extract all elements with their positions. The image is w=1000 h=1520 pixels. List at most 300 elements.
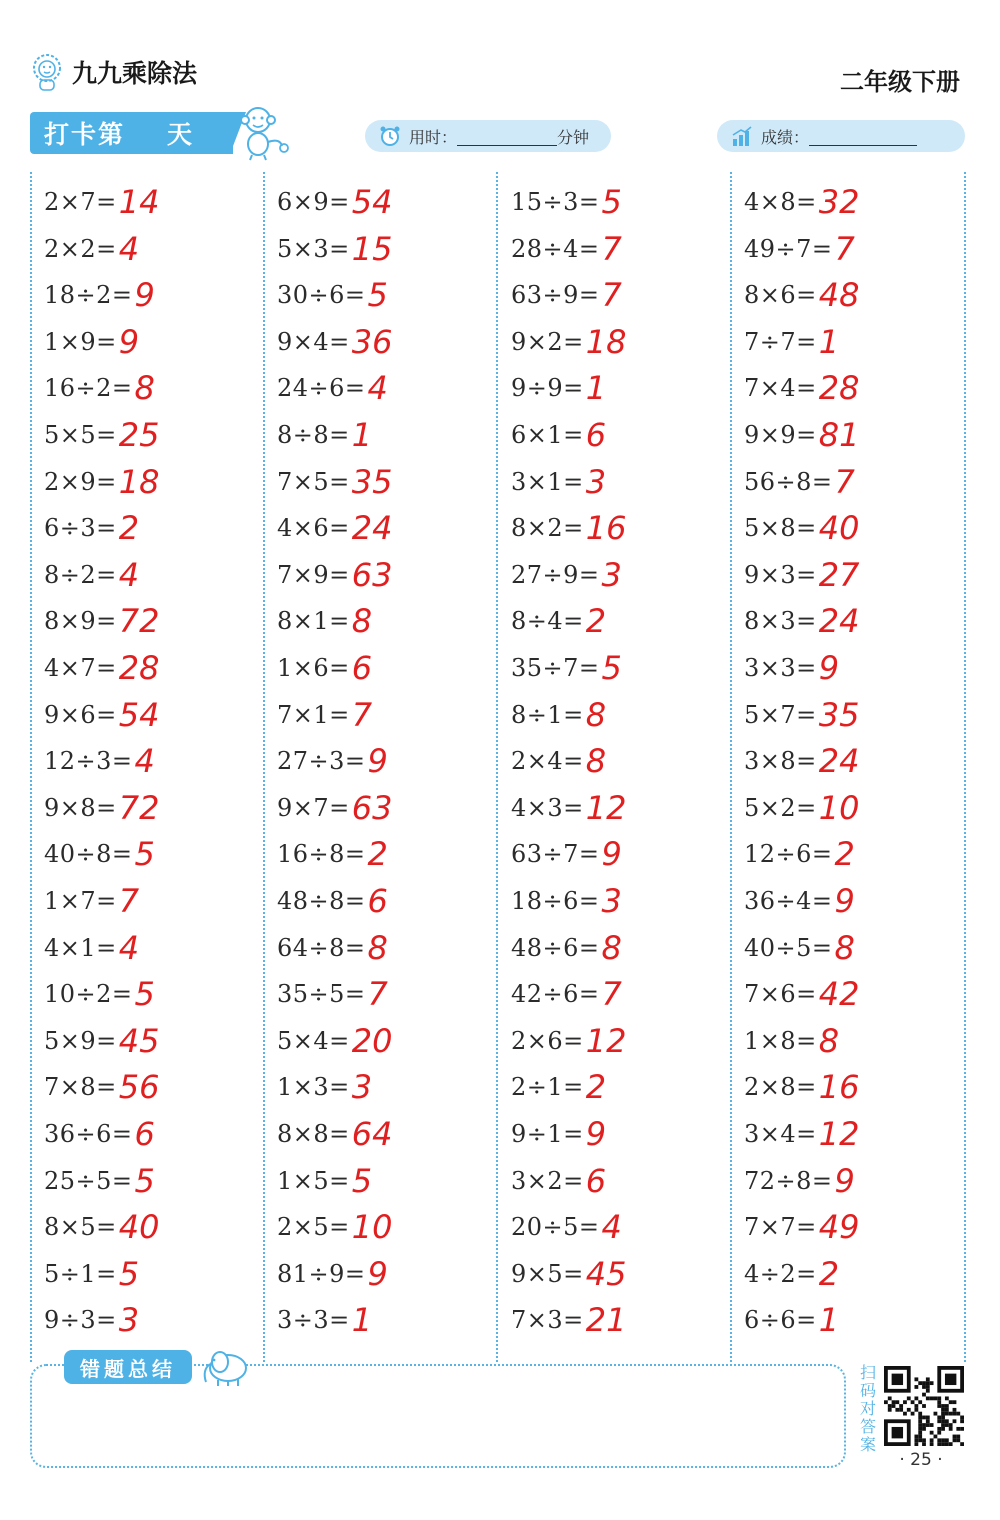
problem-question: 4×6= <box>277 514 350 543</box>
handwritten-answer[interactable]: 3 <box>601 882 622 920</box>
handwritten-answer[interactable]: 6 <box>134 1115 155 1153</box>
problem-row <box>744 869 855 920</box>
handwritten-answer[interactable]: 5 <box>134 975 155 1014</box>
problem-question: 8÷8= <box>277 421 350 449</box>
problem-row <box>744 1149 855 1200</box>
handwritten-answer[interactable]: 7 <box>601 276 622 315</box>
handwritten-answer[interactable]: 7 <box>601 229 622 268</box>
problem-question: 9÷9= <box>511 374 584 403</box>
handwritten-answer[interactable]: 5 <box>118 1254 140 1293</box>
problem-question: 7÷7= <box>744 327 817 356</box>
handwritten-answer[interactable]: 8 <box>585 695 607 734</box>
handwritten-answer[interactable]: 72 <box>118 602 160 641</box>
problem-row <box>277 1195 393 1247</box>
elephant-icon <box>198 1344 252 1388</box>
problem-row <box>44 310 140 361</box>
problem-row <box>277 729 388 781</box>
handwritten-answer[interactable]: 3 <box>601 555 622 594</box>
problem-row <box>744 543 860 594</box>
handwritten-answer[interactable]: 2 <box>585 602 607 641</box>
handwritten-answer[interactable]: 8 <box>818 1021 840 1060</box>
problem-question: 5×5= <box>44 421 117 449</box>
handwritten-answer[interactable]: 25 <box>118 416 160 454</box>
problem-row <box>44 1102 155 1153</box>
problem-row <box>277 962 388 1014</box>
handwritten-answer[interactable]: 20 <box>351 1021 393 1060</box>
problem-row <box>511 403 607 454</box>
handwritten-answer[interactable]: 6 <box>351 649 373 687</box>
problem-row <box>744 1242 840 1293</box>
problem-row <box>511 636 622 687</box>
problem-question: 9×7= <box>277 793 350 822</box>
qr-code-icon[interactable] <box>882 1366 966 1446</box>
problem-row <box>277 822 388 874</box>
problem-row <box>44 1149 155 1200</box>
problem-row <box>511 916 622 967</box>
problem-row <box>511 1149 607 1200</box>
handwritten-answer[interactable]: 2 <box>818 1254 840 1293</box>
problem-question: 1×9= <box>44 327 117 356</box>
problem-row <box>744 776 860 827</box>
column-border <box>30 172 32 1362</box>
problem-question: 9×3= <box>744 560 817 589</box>
problem-question: 5×8= <box>744 514 817 543</box>
handwritten-answer[interactable]: 8 <box>834 928 855 967</box>
problem-question: 1×6= <box>277 654 350 682</box>
problem-row <box>744 496 860 548</box>
problem-question: 6÷3= <box>44 514 117 543</box>
handwritten-answer[interactable]: 9 <box>585 1115 607 1153</box>
problem-question: 18÷2= <box>44 281 133 310</box>
handwritten-answer[interactable]: 3 <box>118 1301 140 1340</box>
time-blank[interactable] <box>457 127 557 146</box>
problem-row <box>744 636 840 687</box>
problem-row <box>277 1242 388 1293</box>
problem-question: 48÷8= <box>277 887 366 915</box>
problem-row <box>44 403 160 454</box>
handwritten-answer[interactable]: 54 <box>351 183 393 221</box>
problem-row <box>511 589 607 641</box>
problem-question: 3×3= <box>744 654 817 682</box>
handwritten-answer[interactable]: 7 <box>367 975 388 1014</box>
monkey-icon <box>234 102 290 162</box>
problem-question: 5×2= <box>744 793 817 822</box>
problem-question: 2×6= <box>511 1026 584 1055</box>
problem-question: 6÷6= <box>744 1306 817 1335</box>
problem-row <box>511 496 627 548</box>
handwritten-answer[interactable]: 49 <box>818 1208 860 1247</box>
handwritten-answer[interactable]: 42 <box>818 975 860 1014</box>
problem-question: 8×3= <box>744 607 817 636</box>
handwritten-answer[interactable]: 40 <box>118 1208 160 1247</box>
problem-question: 28÷4= <box>511 234 600 263</box>
problem-question: 8÷4= <box>511 607 584 636</box>
handwritten-answer[interactable]: 7 <box>834 229 855 268</box>
problem-question: 1×5= <box>277 1166 350 1195</box>
problem-row <box>44 1009 160 1060</box>
problem-question: 1×8= <box>744 1026 817 1055</box>
handwritten-answer[interactable]: 10 <box>818 788 860 827</box>
problem-question: 49÷7= <box>744 234 833 263</box>
problem-question: 27÷9= <box>511 560 600 589</box>
handwritten-answer[interactable]: 9 <box>834 1161 855 1200</box>
handwritten-answer[interactable]: 4 <box>118 555 140 594</box>
problem-question: 12÷3= <box>44 747 133 776</box>
handwritten-answer[interactable]: 81 <box>818 416 860 454</box>
handwritten-answer[interactable]: 1 <box>585 369 607 408</box>
problem-question: 2÷1= <box>511 1073 584 1102</box>
problem-question: 8×6= <box>744 281 817 310</box>
grade-label: 二年级下册 <box>840 68 960 96</box>
handwritten-answer[interactable]: 7 <box>351 695 373 734</box>
problem-question: 24÷6= <box>277 374 366 403</box>
problem-row <box>44 589 160 641</box>
problem-row <box>744 170 860 221</box>
problem-question: 4×1= <box>44 933 117 962</box>
handwritten-answer[interactable]: 45 <box>585 1254 627 1293</box>
problem-question: 30÷6= <box>277 281 366 310</box>
handwritten-answer[interactable]: 64 <box>351 1115 393 1153</box>
handwritten-answer[interactable]: 14 <box>118 183 160 221</box>
handwritten-answer[interactable]: 5 <box>367 276 388 315</box>
problem-row <box>744 1102 860 1153</box>
handwritten-answer[interactable]: 9 <box>818 649 840 687</box>
day-label-right: 天 <box>167 120 195 149</box>
problem-question: 18÷6= <box>511 887 600 915</box>
score-label: 成绩： <box>761 127 810 147</box>
handwritten-answer[interactable]: 21 <box>585 1301 627 1340</box>
time-field[interactable] <box>365 120 611 152</box>
handwritten-answer[interactable]: 8 <box>351 602 373 641</box>
problem-question: 5×4= <box>277 1026 350 1055</box>
problem-row <box>44 496 140 548</box>
problem-question: 4×7= <box>44 654 117 682</box>
column-divider <box>263 172 265 1362</box>
handwritten-answer[interactable]: 24 <box>818 742 860 781</box>
column-border <box>964 172 966 1362</box>
handwritten-answer[interactable]: 9 <box>118 322 140 361</box>
handwritten-answer[interactable]: 15 <box>351 229 393 268</box>
problem-row <box>277 636 373 687</box>
problem-question: 27÷3= <box>277 747 366 776</box>
page-number: · 25 · <box>899 1450 943 1470</box>
lion-icon <box>30 52 64 92</box>
problem-question: 16÷2= <box>44 374 133 403</box>
problem-question: 9×2= <box>511 327 584 356</box>
problem-question: 48÷6= <box>511 933 600 962</box>
problem-row <box>511 1009 627 1060</box>
time-label: 用时： <box>409 127 458 147</box>
problem-row <box>277 916 388 967</box>
problem-question: 16÷8= <box>277 840 366 869</box>
problem-question: 1×7= <box>44 887 117 915</box>
handwritten-answer[interactable]: 9 <box>601 835 622 874</box>
problem-row <box>277 1102 393 1153</box>
problem-row <box>511 1288 627 1340</box>
handwritten-answer[interactable]: 4 <box>134 742 155 781</box>
problem-row <box>277 869 388 920</box>
handwritten-answer[interactable]: 4 <box>601 1208 622 1247</box>
problem-question: 8×5= <box>44 1213 117 1242</box>
handwritten-answer[interactable]: 36 <box>351 322 393 361</box>
handwritten-answer[interactable]: 63 <box>351 555 393 594</box>
handwritten-answer[interactable]: 10 <box>351 1208 393 1247</box>
handwritten-answer[interactable]: 16 <box>818 1068 860 1107</box>
handwritten-answer[interactable]: 2 <box>367 835 388 874</box>
problem-question: 9×5= <box>511 1259 584 1288</box>
problem-row <box>511 1055 607 1107</box>
problem-question: 10÷2= <box>44 980 133 1009</box>
problem-question: 36÷6= <box>44 1120 133 1148</box>
problem-row <box>277 356 388 408</box>
handwritten-answer[interactable]: 3 <box>585 462 607 501</box>
problem-row <box>744 1055 860 1107</box>
handwritten-answer[interactable]: 12 <box>585 788 627 827</box>
handwritten-answer[interactable]: 27 <box>818 555 860 594</box>
problem-row <box>277 683 373 734</box>
problem-question: 9×6= <box>44 700 117 729</box>
problem-row <box>277 310 393 361</box>
handwritten-answer[interactable]: 5 <box>601 649 622 687</box>
problem-row <box>744 822 855 874</box>
problem-row <box>511 1242 627 1293</box>
problem-question: 8÷2= <box>44 560 117 589</box>
handwritten-answer[interactable]: 16 <box>585 509 627 548</box>
handwritten-answer[interactable]: 24 <box>351 509 393 548</box>
problem-row <box>744 589 860 641</box>
problem-question: 6×1= <box>511 421 584 449</box>
problem-question: 63÷9= <box>511 281 600 310</box>
handwritten-answer[interactable]: 8 <box>585 742 607 781</box>
problem-row <box>744 1009 840 1060</box>
problem-question: 9×4= <box>277 327 350 356</box>
problem-question: 4÷2= <box>744 1259 817 1288</box>
problem-row <box>277 776 393 827</box>
problem-question: 7×6= <box>744 980 817 1009</box>
problem-row <box>277 1009 393 1060</box>
problem-question: 4×3= <box>511 793 584 822</box>
problem-question: 63÷7= <box>511 840 600 869</box>
handwritten-answer[interactable]: 72 <box>118 788 160 827</box>
problem-row <box>277 589 373 641</box>
problem-question: 9×8= <box>44 793 117 822</box>
problem-row <box>44 683 160 734</box>
problem-question: 7×7= <box>744 1213 817 1242</box>
problem-question: 72÷8= <box>744 1166 833 1195</box>
problem-row <box>744 217 855 268</box>
problem-row <box>744 310 840 361</box>
bar-chart-icon <box>731 125 753 147</box>
handwritten-answer[interactable]: 54 <box>118 695 160 734</box>
problem-question: 8×1= <box>277 607 350 636</box>
problem-question: 7×4= <box>744 374 817 403</box>
problem-question: 7×5= <box>277 467 350 496</box>
handwritten-answer[interactable]: 9 <box>834 882 855 920</box>
problem-row <box>44 962 155 1014</box>
score-field[interactable] <box>717 120 965 152</box>
problem-question: 8÷1= <box>511 700 584 729</box>
problem-row <box>44 217 140 268</box>
handwritten-answer[interactable]: 12 <box>818 1115 860 1153</box>
problem-question: 35÷7= <box>511 654 600 682</box>
handwritten-answer[interactable]: 28 <box>118 649 160 687</box>
problem-question: 9×9= <box>744 421 817 449</box>
problem-row <box>44 1288 140 1340</box>
handwritten-answer[interactable]: 4 <box>118 928 140 967</box>
problem-row <box>511 310 627 361</box>
problem-row <box>511 1102 607 1153</box>
handwritten-answer[interactable]: 63 <box>351 788 393 827</box>
problem-question: 3×2= <box>511 1166 584 1195</box>
problem-question: 12÷6= <box>744 840 833 869</box>
handwritten-answer[interactable]: 1 <box>351 1301 373 1340</box>
handwritten-answer[interactable]: 18 <box>118 462 160 501</box>
problem-row <box>277 1149 373 1200</box>
problem-row <box>744 1288 840 1340</box>
problem-row <box>44 822 155 874</box>
score-blank[interactable] <box>809 127 917 146</box>
problem-row <box>744 962 860 1014</box>
problem-row <box>44 1055 160 1107</box>
problem-question: 8×8= <box>277 1120 350 1148</box>
problem-question: 20÷5= <box>511 1213 600 1242</box>
handwritten-answer[interactable]: 9 <box>134 276 155 315</box>
column-divider <box>730 172 732 1362</box>
problem-question: 8×9= <box>44 607 117 636</box>
handwritten-answer[interactable]: 7 <box>118 882 140 920</box>
problem-question: 36÷4= <box>744 887 833 915</box>
handwritten-answer[interactable]: 2 <box>585 1068 607 1107</box>
problem-question: 42÷6= <box>511 980 600 1009</box>
handwritten-answer[interactable]: 24 <box>818 602 860 641</box>
problem-question: 40÷5= <box>744 933 833 962</box>
handwritten-answer[interactable]: 7 <box>834 462 855 501</box>
problem-question: 9÷3= <box>44 1306 117 1335</box>
handwritten-answer[interactable]: 1 <box>351 416 373 454</box>
handwritten-answer[interactable]: 9 <box>367 742 388 781</box>
handwritten-answer[interactable]: 2 <box>118 509 140 548</box>
handwritten-answer[interactable]: 6 <box>585 1161 607 1200</box>
handwritten-answer[interactable]: 1 <box>818 322 840 361</box>
handwritten-answer[interactable]: 3 <box>351 1068 373 1107</box>
alarm-clock-icon <box>379 125 401 147</box>
handwritten-answer[interactable]: 45 <box>118 1021 160 1060</box>
problem-question: 2×7= <box>44 188 117 216</box>
handwritten-answer[interactable]: 8 <box>601 928 622 967</box>
handwritten-answer[interactable]: 9 <box>367 1254 388 1293</box>
handwritten-answer[interactable]: 5 <box>134 1161 155 1200</box>
handwritten-answer[interactable]: 2 <box>834 835 855 874</box>
handwritten-answer[interactable]: 12 <box>585 1021 627 1060</box>
problem-row <box>744 1195 860 1247</box>
problem-row <box>511 729 607 781</box>
handwritten-answer[interactable]: 8 <box>367 928 388 967</box>
handwritten-answer[interactable]: 35 <box>818 695 860 734</box>
problem-question: 2×8= <box>744 1073 817 1102</box>
problem-row <box>44 869 140 920</box>
handwritten-answer[interactable]: 5 <box>351 1161 373 1200</box>
problem-row <box>511 962 622 1014</box>
problem-row <box>277 263 388 315</box>
problem-row <box>44 450 160 501</box>
problem-row <box>744 356 860 408</box>
problem-question: 4×8= <box>744 188 817 216</box>
problem-row <box>744 403 860 454</box>
problem-question: 40÷8= <box>44 840 133 869</box>
problem-question: 7×1= <box>277 700 350 729</box>
problem-question: 2×2= <box>44 234 117 263</box>
problem-row <box>277 217 393 268</box>
book-title: 九九乘除法 <box>72 59 198 88</box>
problem-row <box>511 869 622 920</box>
problem-row <box>277 403 373 454</box>
handwritten-answer[interactable]: 28 <box>818 369 860 408</box>
handwritten-answer[interactable]: 6 <box>367 882 388 920</box>
handwritten-answer[interactable]: 8 <box>134 369 155 408</box>
problem-row <box>511 543 622 594</box>
problem-question: 25÷5= <box>44 1166 133 1195</box>
problem-row <box>511 450 607 501</box>
problem-row <box>511 217 622 268</box>
scan-instruction: 扫码对答案 <box>859 1363 876 1454</box>
handwritten-answer[interactable]: 5 <box>601 183 622 221</box>
problem-row <box>511 263 622 315</box>
handwritten-answer[interactable]: 32 <box>818 183 860 221</box>
problem-question: 3×1= <box>511 467 584 496</box>
problem-row <box>511 170 622 221</box>
handwritten-answer[interactable]: 35 <box>351 462 393 501</box>
problem-row <box>744 450 855 501</box>
handwritten-answer[interactable]: 40 <box>818 509 860 548</box>
problem-row <box>44 916 140 967</box>
problem-question: 5×7= <box>744 700 817 729</box>
time-unit: 分钟 <box>557 127 590 147</box>
problem-row <box>44 729 155 781</box>
handwritten-answer[interactable]: 48 <box>818 276 860 315</box>
problem-row <box>277 170 393 221</box>
problem-question: 3×4= <box>744 1120 817 1148</box>
problem-row <box>744 916 855 967</box>
problem-row <box>277 1288 373 1340</box>
problem-question: 5×9= <box>44 1026 117 1055</box>
problem-row <box>511 1195 622 1247</box>
problem-row <box>44 170 160 221</box>
column-divider <box>496 172 498 1362</box>
problem-row <box>44 636 160 687</box>
problem-question: 56÷8= <box>744 467 833 496</box>
problem-question: 5×3= <box>277 234 350 263</box>
handwritten-answer[interactable]: 4 <box>367 369 388 408</box>
problem-row <box>277 1055 373 1107</box>
problem-question: 2×9= <box>44 467 117 496</box>
problem-row <box>511 776 627 827</box>
problem-row <box>744 683 860 734</box>
problem-question: 6×9= <box>277 188 350 216</box>
handwritten-answer[interactable]: 6 <box>585 416 607 454</box>
problem-row <box>44 263 155 315</box>
handwritten-answer[interactable]: 1 <box>818 1301 840 1340</box>
handwritten-answer[interactable]: 7 <box>601 975 622 1014</box>
handwritten-answer[interactable]: 4 <box>118 229 140 268</box>
problem-row <box>277 496 393 548</box>
handwritten-answer[interactable]: 5 <box>134 835 155 874</box>
handwritten-answer[interactable]: 18 <box>585 322 627 361</box>
problem-row <box>511 822 622 874</box>
problem-question: 7×3= <box>511 1306 584 1335</box>
problem-row <box>44 1195 160 1247</box>
problem-question: 64÷8= <box>277 933 366 962</box>
handwritten-answer[interactable]: 56 <box>118 1068 160 1107</box>
